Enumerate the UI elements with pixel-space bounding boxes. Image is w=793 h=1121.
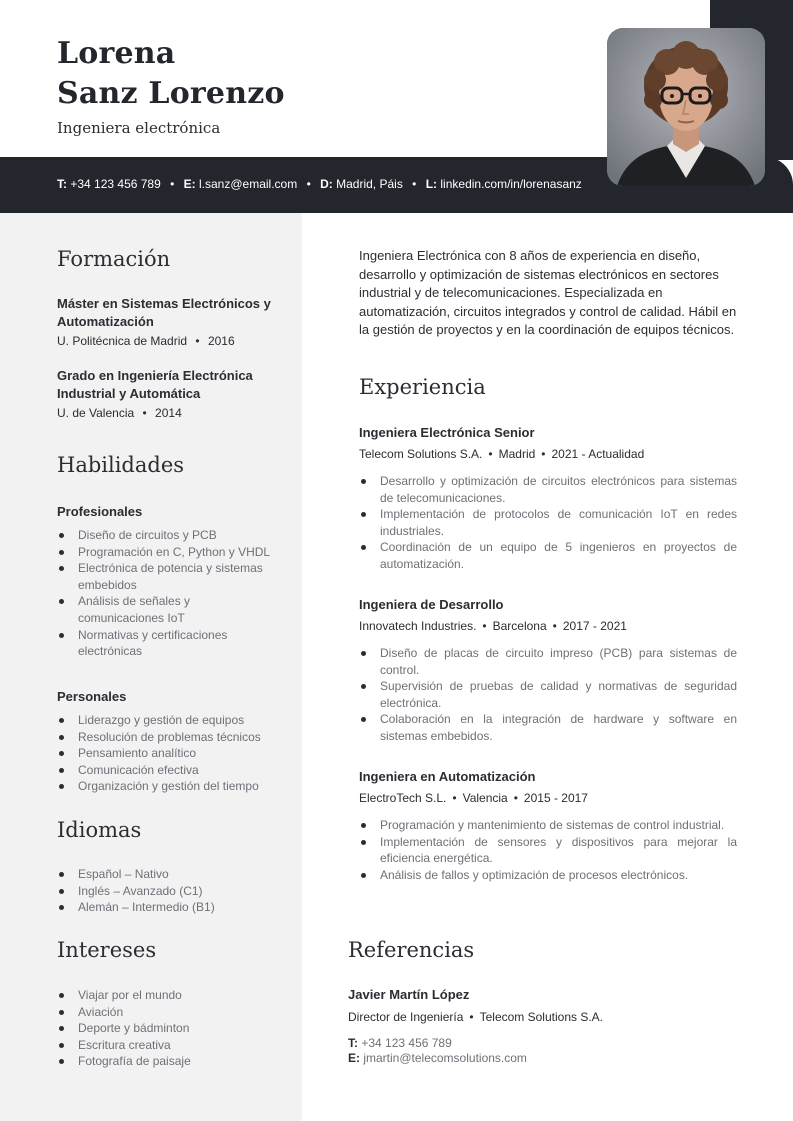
- ref-email-value[interactable]: jmartin@telecomsolutions.com: [363, 1051, 527, 1065]
- separator: •: [469, 1010, 474, 1024]
- edu-degree: Grado en Ingeniería Electrónica Industrial y Automática: [57, 368, 253, 401]
- edu-meta: [57, 334, 235, 348]
- edu-school: U. de Valencia: [57, 406, 135, 420]
- idiomas-title: Idiomas: [57, 818, 142, 842]
- portrait-avatar-icon: [607, 28, 765, 186]
- linkedin-value[interactable]: linkedin.com/in/lorenasanz: [440, 177, 582, 191]
- ref-position: Director de Ingeniería: [348, 1010, 464, 1024]
- contact-line: [57, 177, 582, 191]
- job-city: Madrid: [498, 447, 536, 461]
- personales-title: Personales: [57, 689, 127, 704]
- list-item: Análisis de fallos y optimización de procesos electrónicos.: [359, 867, 737, 884]
- location-value: Madrid, Páis: [336, 177, 403, 191]
- linkedin-label: L:: [425, 177, 438, 191]
- separator: •: [412, 177, 417, 191]
- job-period: 2015 - 2017: [523, 791, 588, 805]
- list-item: Deporte y bádminton: [57, 1020, 287, 1037]
- job-city: Valencia: [462, 791, 508, 805]
- first-name: Lorena: [57, 36, 176, 71]
- phone-label: T:: [57, 177, 67, 191]
- separator: •: [482, 619, 487, 633]
- separator: •: [170, 177, 175, 191]
- job-city: Barcelona: [492, 619, 547, 633]
- candidate-name: [57, 34, 285, 114]
- job-bullets: [359, 645, 737, 745]
- job-company: Innovatech Industries.: [359, 619, 477, 633]
- job-bullets: [359, 473, 737, 573]
- candidate-role: Ingeniera electrónica: [57, 119, 221, 137]
- job-bullets: [359, 817, 737, 883]
- ref-phone: [348, 1036, 452, 1050]
- list-item: Inglés – Avanzado (C1): [57, 883, 287, 900]
- experiencia-title: Experiencia: [359, 375, 486, 399]
- list-item: Diseño de placas de circuito impreso (PCB) para sistemas de control.: [359, 645, 737, 678]
- list-item: Liderazgo y gestión de equipos: [57, 712, 287, 729]
- list-item: Español – Nativo: [57, 866, 287, 883]
- ref-name: Javier Martín López: [348, 987, 470, 1002]
- list-item: Resolución de problemas técnicos: [57, 729, 287, 746]
- list-item: Escritura creativa: [57, 1037, 287, 1054]
- job-meta: [359, 447, 644, 461]
- ref-phone-label: T:: [348, 1036, 358, 1050]
- edu-year: 2016: [207, 334, 235, 348]
- ref-phone-value[interactable]: +34 123 456 789: [361, 1036, 452, 1050]
- last-name: Sanz Lorenzo: [57, 76, 285, 111]
- phone-value[interactable]: +34 123 456 789: [70, 177, 161, 191]
- habilidades-title: Habilidades: [57, 453, 185, 477]
- edu-school: U. Politécnica de Madrid: [57, 334, 188, 348]
- list-item: Programación en C, Python y VHDL: [57, 544, 277, 561]
- edu-meta: [57, 406, 182, 420]
- ref-email: [348, 1051, 527, 1065]
- job-meta: [359, 791, 588, 805]
- idiomas-list: [57, 866, 287, 916]
- personales-list: [57, 712, 287, 795]
- job-title: Ingeniera Electrónica Senior: [359, 425, 535, 440]
- location-label: D:: [320, 177, 333, 191]
- ref-email-label: E:: [348, 1051, 360, 1065]
- intereses-list: [57, 987, 287, 1070]
- edu-degree: Máster en Sistemas Electrónicos y Automatización: [57, 296, 271, 329]
- job-company: ElectroTech S.L.: [359, 791, 447, 805]
- profesionales-title: Profesionales: [57, 504, 143, 519]
- separator: •: [306, 177, 311, 191]
- profile-summary: Ingeniera Electrónica con 8 años de experiencia en diseño, desarrollo y optimización de sistemas electrónicos en sectores industrial y de telecomunicaciones. Especializada en automatización, circuitos integrados y control de calidad. Hábil en la gestión de proyectos y en la coordinación de equipos técnicos.: [359, 248, 737, 338]
- list-item: Coordinación de un equipo de 5 ingenieros en proyectos de automatización.: [359, 539, 737, 572]
- list-item: Implementación de protocolos de comunicación IoT en redes industriales.: [359, 506, 737, 539]
- ref-company: Telecom Solutions S.A.: [479, 1010, 604, 1024]
- list-item: Alemán – Intermedio (B1): [57, 899, 287, 916]
- list-item: Desarrollo y optimización de circuitos electrónicos para sistemas de telecomunicaciones.: [359, 473, 737, 506]
- separator: •: [452, 791, 457, 805]
- email-label: E:: [183, 177, 196, 191]
- intereses-title: Intereses: [57, 938, 157, 962]
- job-title: Ingeniera en Automatización: [359, 769, 536, 784]
- ref-role: [348, 1010, 603, 1024]
- email-value[interactable]: l.sanz@email.com: [199, 177, 298, 191]
- list-item: Organización y gestión del tiempo: [57, 778, 287, 795]
- formacion-title: Formación: [57, 247, 171, 271]
- separator: •: [488, 447, 493, 461]
- profesionales-list: [57, 527, 277, 660]
- separator: •: [513, 791, 518, 805]
- list-item: Fotografía de paisaje: [57, 1053, 287, 1070]
- separator: •: [195, 334, 200, 348]
- separator: •: [541, 447, 546, 461]
- list-item: Diseño de circuitos y PCB: [57, 527, 277, 544]
- edu-year: 2014: [155, 406, 182, 420]
- list-item: Viajar por el mundo: [57, 987, 287, 1004]
- separator: •: [552, 619, 557, 633]
- left-sidebar: [0, 213, 302, 1121]
- list-item: Programación y mantenimiento de sistemas de control industrial.: [359, 817, 737, 834]
- list-item: Pensamiento analítico: [57, 745, 287, 762]
- list-item: Implementación de sensores y dispositivos para mejorar la eficiencia energética.: [359, 834, 737, 867]
- profile-photo: [607, 28, 765, 186]
- separator: •: [142, 406, 147, 420]
- list-item: Colaboración en la integración de hardware y software en sistemas embebidos.: [359, 711, 737, 744]
- job-company: Telecom Solutions S.A.: [359, 447, 483, 461]
- list-item: Comunicación efectiva: [57, 762, 287, 779]
- list-item: Normativas y certificaciones electrónicas: [57, 627, 277, 660]
- job-period: 2017 - 2021: [562, 619, 627, 633]
- list-item: Supervisión de pruebas de calidad y normativas de seguridad electrónica.: [359, 678, 737, 711]
- job-period: 2021 - Actualidad: [551, 447, 645, 461]
- referencias-title: Referencias: [348, 938, 475, 962]
- list-item: Aviación: [57, 1004, 287, 1021]
- list-item: Electrónica de potencia y sistemas embebidos: [57, 560, 277, 593]
- job-meta: [359, 619, 627, 633]
- job-title: Ingeniera de Desarrollo: [359, 597, 504, 612]
- list-item: Análisis de señales y comunicaciones IoT: [57, 593, 277, 626]
